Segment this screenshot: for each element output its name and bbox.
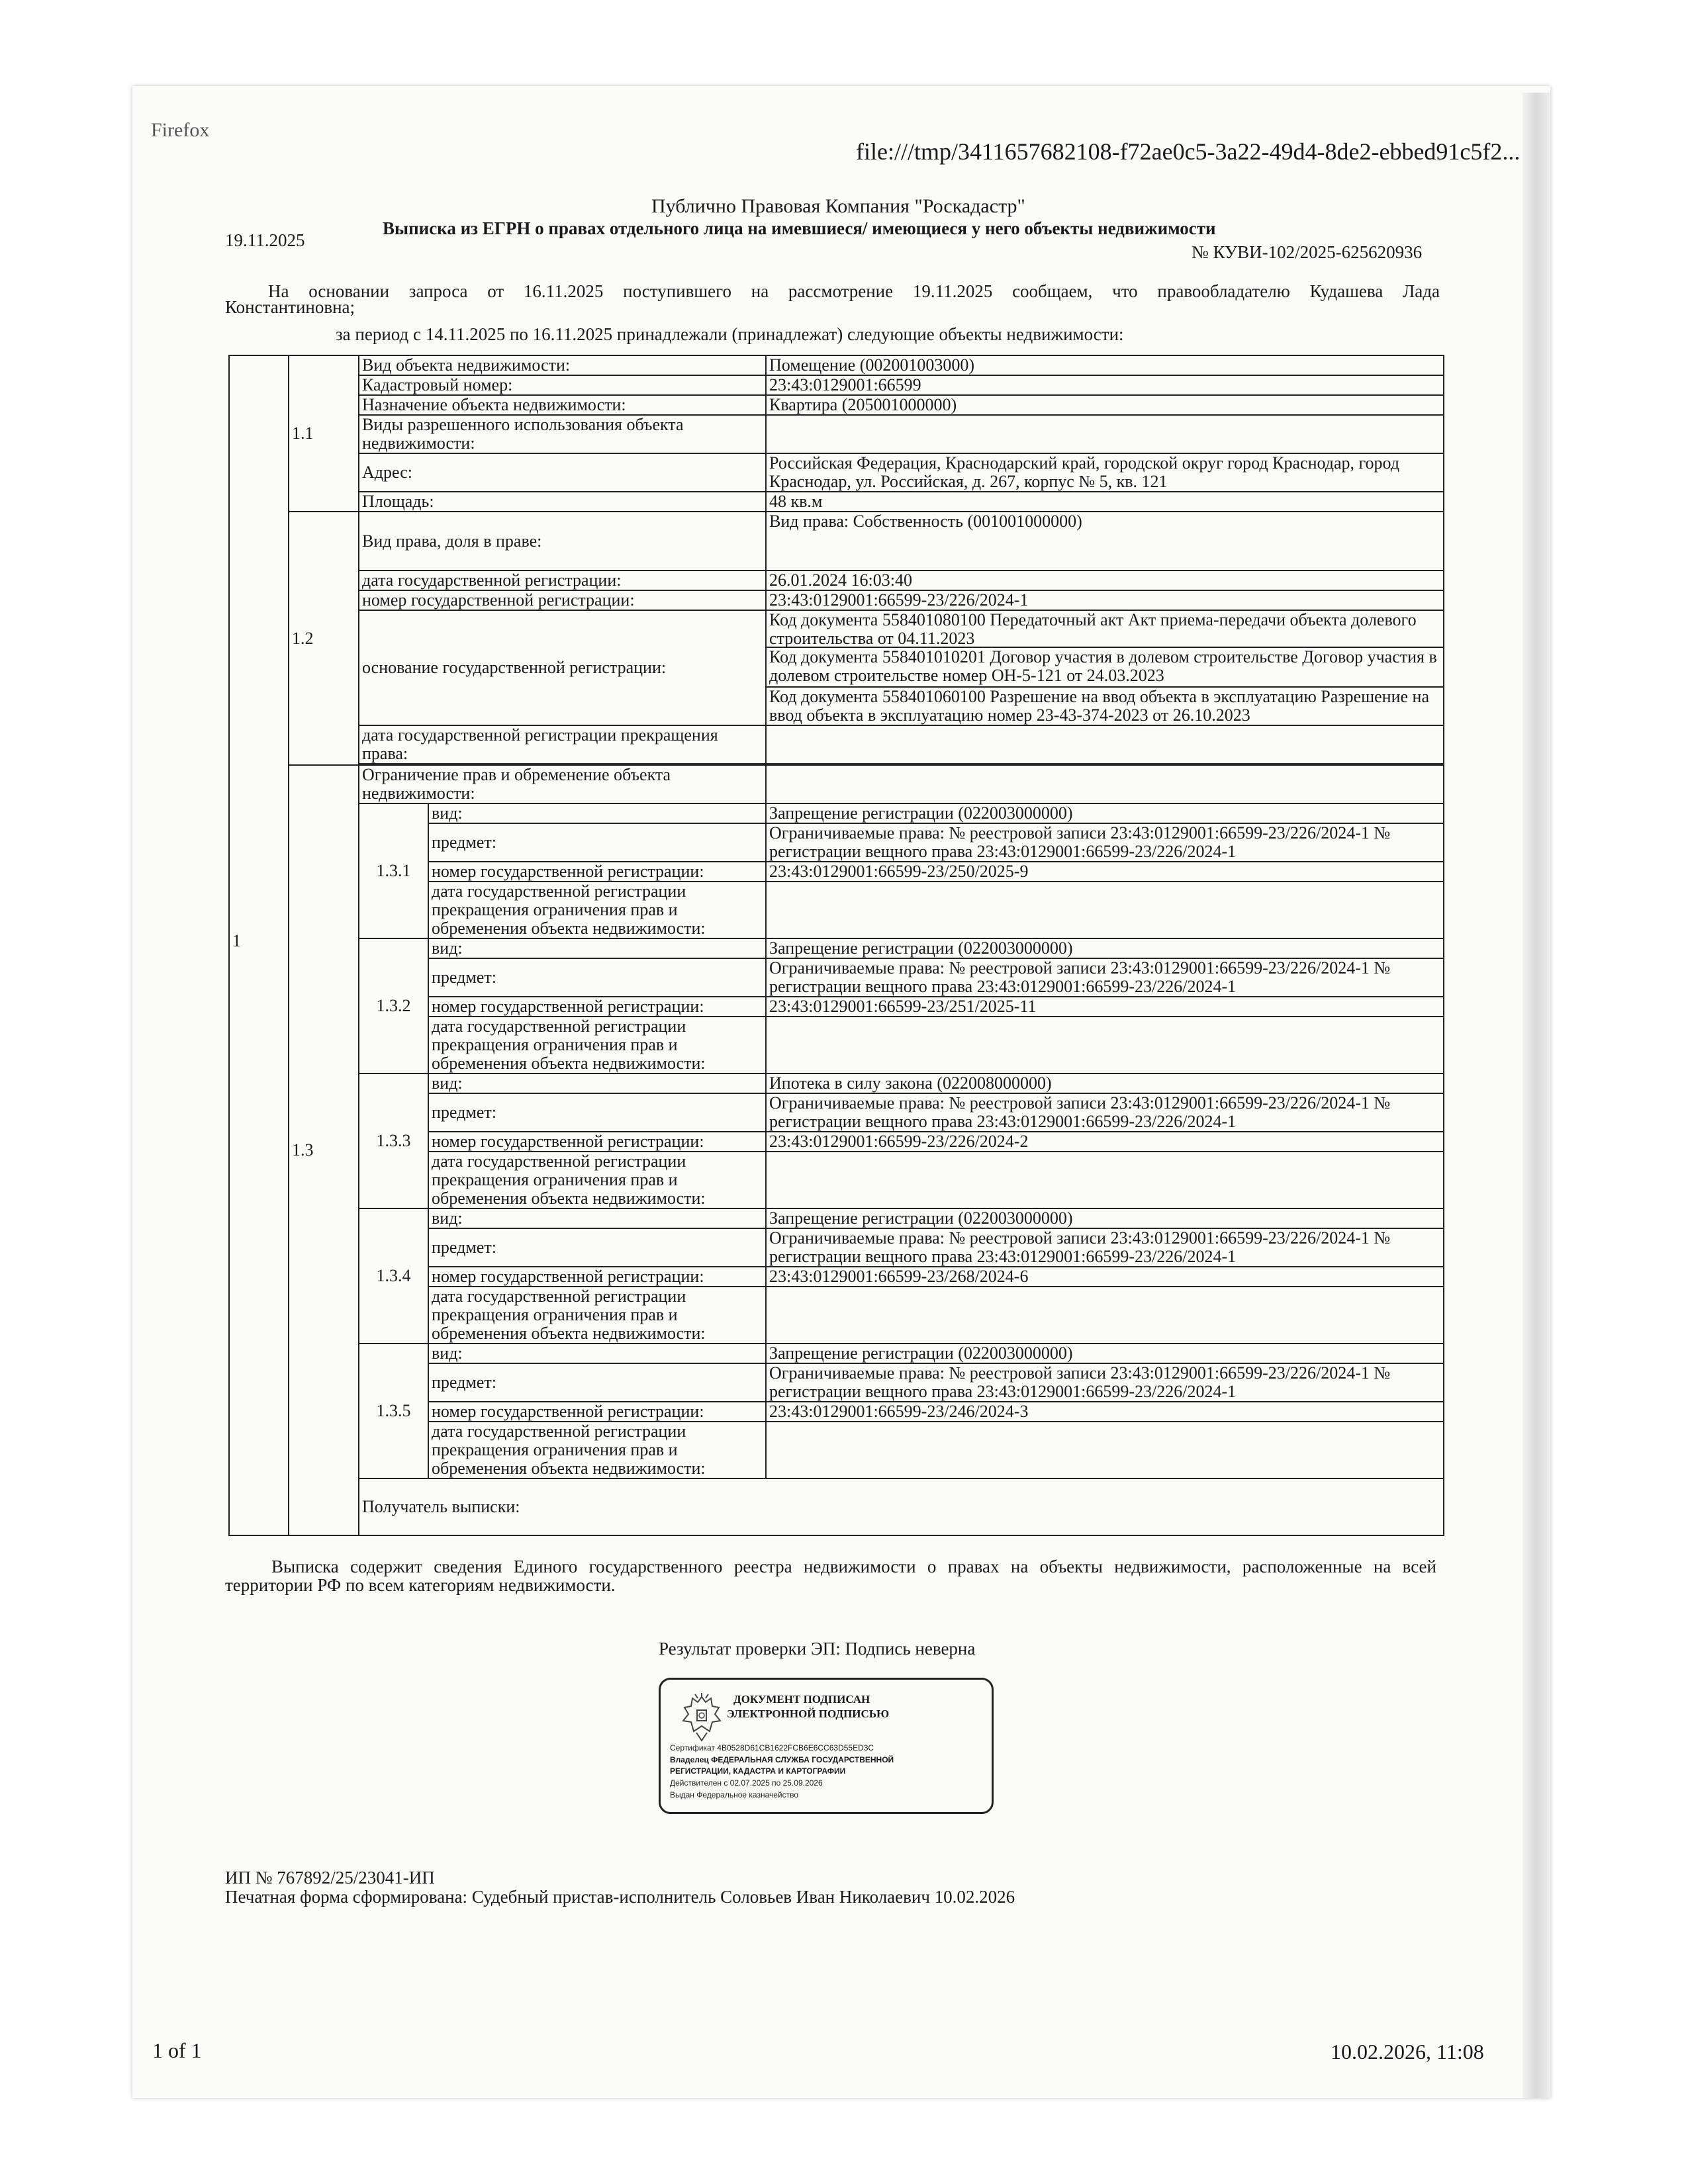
page-count: 1 of 1 (152, 2038, 202, 2062)
kind-value: Запрещение регистрации (022003000000) (766, 938, 1444, 958)
end-label: дата государственной регистрации прекращения ограничения прав и обременения объекта недвижимости: (428, 1152, 766, 1208)
kind-value: Запрещение регистрации (022003000000) (766, 1208, 1444, 1228)
basis-doc-3: Код документа 558401060100 Разрешение на ввод объекта в эксплуатацию Разрешение на ввод объекта в эксплуатацию номер 23-43-374-2023 от 26.10.2023 (769, 687, 1429, 725)
num-value: 23:43:0129001:66599-23/226/2024-2 (766, 1132, 1444, 1152)
page-edge (1523, 93, 1550, 2098)
kind-value: Запрещение регистрации (022003000000) (766, 803, 1444, 823)
intro-line-3: за период с 14.11.2025 по 16.11.2025 принадлежали (принадлежат) следующие объекты недвижимости: (336, 324, 1124, 344)
num-value: 23:43:0129001:66599-23/268/2024-6 (766, 1267, 1444, 1287)
section-1-3: 1.3 (289, 765, 359, 1535)
row-number: 1 (229, 355, 289, 1535)
restriction-id: 1.3.4 (359, 1208, 428, 1343)
e-signature-stamp (659, 1678, 994, 1814)
end-label: дата государственной регистрации прекращения ограничения прав и обременения объекта недвижимости: (428, 882, 766, 938)
end-value (766, 882, 1444, 938)
ip-number: ИП № 767892/25/23041-ИП (225, 1868, 435, 1888)
reg-num-value: 23:43:0129001:66599-23/226/2024-1 (766, 590, 1444, 610)
reg-num-label: номер государственной регистрации: (359, 590, 766, 610)
kind-label: вид: (428, 803, 766, 823)
end-value (766, 1422, 1444, 1479)
document-date: 19.11.2025 (225, 230, 305, 250)
object-value: Российская Федерация, Краснодарский край, городской округ город Краснодар, город Краснодар, ул. Российская, д. 267, корпус № 5, кв. 121 (766, 453, 1444, 492)
restriction-id: 1.3.2 (359, 938, 428, 1073)
num-label: номер государственной регистрации: (428, 1267, 766, 1287)
object-label: Виды разрешенного использования объекта недвижимости: (359, 415, 766, 453)
kind-label: вид: (428, 1208, 766, 1228)
signature-check-result: Результат проверки ЭП: Подпись неверна (659, 1639, 976, 1659)
basis-values (766, 610, 1444, 725)
intro-line-2: Константиновна; (225, 297, 355, 317)
right-kind-label: Вид права, доля в праве: (359, 512, 766, 570)
reg-date-label: дата государственной регистрации: (359, 570, 766, 590)
object-label: Вид объекта недвижимости: (359, 355, 766, 375)
end-label: дата государственной регистрации прекращения ограничения прав и обременения объекта недвижимости: (428, 1422, 766, 1479)
subject-value: Ограничиваемые права: № реестровой записи 23:43:0129001:66599-23/226/2024-1 № регистрации вещного права 23:43:0129001:66599-23/226/2024-1 (766, 1093, 1444, 1132)
object-value: 23:43:0129001:66599 (766, 375, 1444, 395)
file-url: file:///tmp/3411657682108-f72ae0c5-3a22-49d4-8de2-ebbed91c5f2... (856, 138, 1521, 165)
subject-value: Ограничиваемые права: № реестровой записи 23:43:0129001:66599-23/226/2024-1 № регистрации вещного права 23:43:0129001:66599-23/226/2024-1 (766, 958, 1444, 997)
end-value (766, 1152, 1444, 1208)
organization-name: Публично Правовая Компания "Роскадастр" (651, 195, 1025, 217)
num-label: номер государственной регистрации: (428, 862, 766, 882)
restrictions-label: Ограничение прав и обременение объекта недвижимости: (359, 765, 766, 803)
footer-note-1: Выписка содержит сведения Единого государственного реестра недвижимости о правах на объекты недвижимости, расположенные на всей (271, 1557, 1436, 1576)
kind-label: вид: (428, 1073, 766, 1093)
egrn-table (228, 355, 1444, 1536)
object-value: Квартира (205001000000) (766, 395, 1444, 415)
stamp-title-1: ДОКУМЕНТ ПОДПИСАН (733, 1693, 870, 1706)
basis-doc-2: Код документа 558401010201 Договор участия в долевом строительстве Договор участия в долевом строительстве номер ОН-5-121 от 24.03.2023 (767, 648, 1443, 688)
document-title: Выписка из ЕГРН о правах отдельного лица на имевшиеся/ имеющиеся у него объекты недвижимости (383, 218, 1216, 238)
subject-value: Ограничиваемые права: № реестровой записи 23:43:0129001:66599-23/226/2024-1 № регистрации вещного права 23:43:0129001:66599-23/226/2024-1 (766, 1363, 1444, 1402)
section-1-2: 1.2 (289, 512, 359, 765)
restriction-id: 1.3.5 (359, 1343, 428, 1479)
object-label: Назначение объекта недвижимости: (359, 395, 766, 415)
object-label: Кадастровый номер: (359, 375, 766, 395)
stamp-certificate: Сертификат 4B0528D61CB1622FCB6E6CC63D55ED3C (670, 1743, 874, 1752)
end-value (766, 1017, 1444, 1073)
restrictions-value (766, 765, 1444, 803)
recipient-label: Получатель выписки: (359, 1479, 1444, 1535)
num-label: номер государственной регистрации: (428, 1402, 766, 1422)
stamp-issuer: Выдан Федеральное казначейство (670, 1790, 799, 1799)
stamp-valid: Действителен с 02.07.2025 по 25.09.2026 (670, 1778, 823, 1788)
num-value: 23:43:0129001:66599-23/246/2024-3 (766, 1402, 1444, 1422)
browser-name: Firefox (151, 119, 210, 141)
basis-label: основание государственной регистрации: (359, 610, 766, 725)
end-value (766, 725, 1444, 764)
subject-label: предмет: (428, 823, 766, 862)
section-1-1: 1.1 (289, 355, 359, 512)
num-label: номер государственной регистрации: (428, 997, 766, 1017)
subject-label: предмет: (428, 958, 766, 997)
end-value (766, 1287, 1444, 1343)
num-value: 23:43:0129001:66599-23/251/2025-11 (766, 997, 1444, 1017)
end-label: дата государственной регистрации прекращения ограничения прав и обременения объекта недвижимости: (428, 1017, 766, 1073)
num-label: номер государственной регистрации: (428, 1132, 766, 1152)
object-label: Площадь: (359, 492, 766, 512)
print-datetime: 10.02.2026, 11:08 (1331, 2040, 1484, 2064)
restriction-id: 1.3.3 (359, 1073, 428, 1208)
stamp-owner-2: РЕГИСТРАЦИИ, КАДАСТРА И КАРТОГРАФИИ (670, 1766, 846, 1776)
kind-label: вид: (428, 938, 766, 958)
reg-date-value: 26.01.2024 16:03:40 (766, 570, 1444, 590)
object-value: Помещение (002001003000) (766, 355, 1444, 375)
object-value: 48 кв.м (766, 492, 1444, 512)
kind-value: Ипотека в силу закона (022008000000) (766, 1073, 1444, 1093)
right-kind-value: Вид права: Собственность (001001000000) (766, 512, 1444, 570)
subject-value: Ограничиваемые права: № реестровой записи 23:43:0129001:66599-23/226/2024-1 № регистрации вещного права 23:43:0129001:66599-23/226/2024-1 (766, 823, 1444, 862)
stamp-title-2: ЭЛЕКТРОННОЙ ПОДПИСЬЮ (727, 1707, 890, 1720)
subject-label: предмет: (428, 1228, 766, 1267)
basis-doc-1: Код документа 558401080100 Передаточный акт Акт приема-передачи объекта долевого строительства от 04.11.2023 (767, 611, 1443, 648)
footer-note-2: территории РФ по всем категориям недвижимости. (225, 1575, 616, 1595)
kind-value: Запрещение регистрации (022003000000) (766, 1343, 1444, 1363)
end-label: дата государственной регистрации прекращения ограничения прав и обременения объекта недвижимости: (428, 1287, 766, 1343)
object-label: Адрес: (359, 453, 766, 492)
end-label: дата государственной регистрации прекращения права: (359, 725, 766, 764)
object-value (766, 415, 1444, 453)
printed-by: Печатная форма сформирована: Судебный пристав-исполнитель Соловьев Иван Николаевич 10.02.2026 (225, 1887, 1015, 1907)
intro-line-1: На основании запроса от 16.11.2025 поступившего на рассмотрение 19.11.2025 сообщаем, что правообладателю Кудашева Лада (268, 281, 1440, 301)
restriction-id: 1.3.1 (359, 803, 428, 938)
coat-of-arms-icon (680, 1693, 723, 1742)
stamp-owner-1: Владелец ФЕДЕРАЛЬНАЯ СЛУЖБА ГОСУДАРСТВЕННОЙ (670, 1755, 894, 1764)
document-number: № КУВИ-102/2025-625620936 (1192, 242, 1423, 262)
subject-label: предмет: (428, 1363, 766, 1402)
subject-label: предмет: (428, 1093, 766, 1132)
num-value: 23:43:0129001:66599-23/250/2025-9 (766, 862, 1444, 882)
subject-value: Ограничиваемые права: № реестровой записи 23:43:0129001:66599-23/226/2024-1 № регистрации вещного права 23:43:0129001:66599-23/226/2024-1 (766, 1228, 1444, 1267)
kind-label: вид: (428, 1343, 766, 1363)
